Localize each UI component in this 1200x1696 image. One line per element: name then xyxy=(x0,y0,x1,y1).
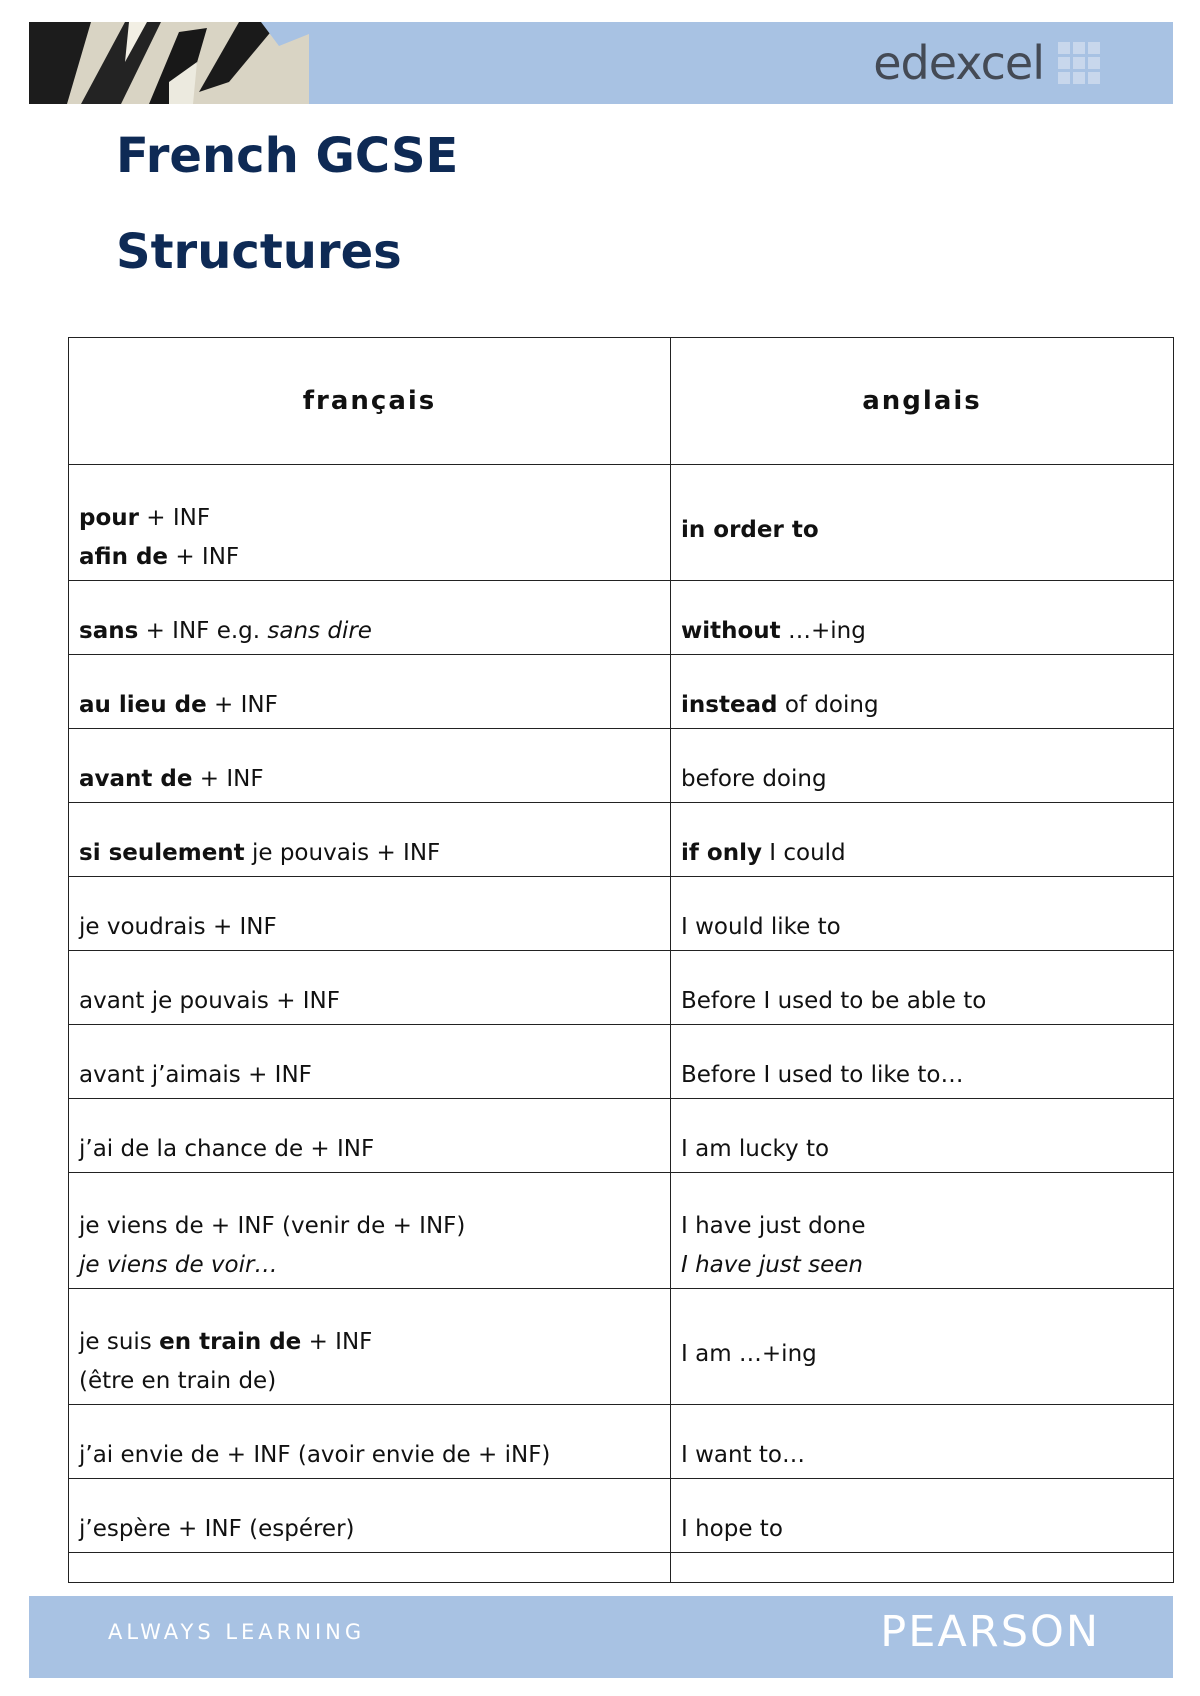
cell-text: sans dire xyxy=(267,618,372,645)
cell-text: + INF xyxy=(192,766,264,793)
cell-line xyxy=(681,1510,1163,1550)
cell-text: Before I used to like to… xyxy=(681,1062,964,1089)
cell-line xyxy=(79,1362,660,1402)
cell-text: + INF e.g. xyxy=(138,618,268,645)
cell-line xyxy=(681,982,1163,1022)
cell-line xyxy=(79,1130,660,1170)
table-cell-en xyxy=(671,1173,1174,1289)
cell-text: I hope to xyxy=(681,1516,783,1543)
table-row xyxy=(69,1289,1174,1405)
cell-text: I could xyxy=(761,840,846,867)
cell-line xyxy=(681,834,1163,874)
cell-text: + INF xyxy=(301,1328,373,1355)
cell-line xyxy=(681,1056,1163,1096)
table-cell-fr xyxy=(69,465,671,581)
cell-line xyxy=(681,1436,1163,1476)
cell-line xyxy=(79,686,660,726)
cell-text: I am …+ing xyxy=(681,1341,817,1367)
cell-line xyxy=(79,1436,660,1476)
cell-text: instead xyxy=(681,692,778,719)
table-cell-en xyxy=(671,877,1174,951)
cell-text: avant j’aimais + INF xyxy=(79,1062,312,1089)
cell-text: je viens de voir… xyxy=(79,1252,278,1279)
cell-line xyxy=(681,612,1163,652)
cell-text: au lieu de xyxy=(79,692,207,719)
table-cell-en xyxy=(671,581,1174,655)
table-row xyxy=(69,877,1174,951)
cell-line xyxy=(79,612,660,652)
cell-line xyxy=(79,908,660,948)
table-body xyxy=(69,465,1174,1583)
cell-line xyxy=(79,499,660,539)
cell-text: avant je pouvais + INF xyxy=(79,988,340,1015)
table-cell-en xyxy=(671,1025,1174,1099)
cell-line xyxy=(79,1510,660,1550)
table-cell-fr xyxy=(69,655,671,729)
page-subtitle: Structures xyxy=(116,224,402,280)
table-cell-fr xyxy=(69,1099,671,1173)
cell-text: I would like to xyxy=(681,914,841,941)
cell-text: pour xyxy=(79,504,139,531)
column-header-francais: français xyxy=(69,338,671,465)
table-cell-fr xyxy=(69,1405,671,1479)
cell-line xyxy=(79,1323,660,1363)
table-row xyxy=(69,1099,1174,1173)
table-row xyxy=(69,465,1174,581)
table-cell-fr xyxy=(69,951,671,1025)
cell-text: si seulement xyxy=(79,840,245,867)
cell-text: j’ai envie de + INF (avoir envie de + iNF) xyxy=(79,1442,551,1469)
cell-line xyxy=(79,982,660,1022)
cell-line xyxy=(681,908,1163,948)
cell-line xyxy=(681,686,1163,726)
cell-text: of doing xyxy=(777,692,879,719)
table-row xyxy=(69,1025,1174,1099)
logo-wordmark: edexcel xyxy=(873,36,1044,90)
cell-line xyxy=(79,1056,660,1096)
table-row xyxy=(69,1173,1174,1289)
table-row-empty xyxy=(69,1553,1174,1583)
cell-line xyxy=(79,1207,660,1247)
table-cell-en xyxy=(671,1289,1174,1405)
table-row xyxy=(69,1479,1174,1553)
cell-text: j’ai de la chance de + INF xyxy=(79,1136,375,1163)
logo-grid-icon xyxy=(1058,42,1100,84)
cell-text: in order to xyxy=(681,517,819,543)
cell-text: sans xyxy=(79,618,139,645)
cell-text: je viens de + INF (venir de + INF) xyxy=(79,1212,466,1239)
table-cell-en xyxy=(671,1479,1174,1553)
table-cell-empty xyxy=(671,1553,1174,1583)
table-cell-fr xyxy=(69,1289,671,1405)
cell-text: afin de xyxy=(79,544,169,571)
header-photo xyxy=(29,22,309,104)
cell-text: without xyxy=(681,618,781,645)
table-cell-fr xyxy=(69,1173,671,1289)
cell-text: I am lucky to xyxy=(681,1136,830,1163)
cell-text: if only xyxy=(681,840,762,867)
table-cell-fr xyxy=(69,877,671,951)
cell-text: (être en train de) xyxy=(79,1368,277,1395)
table-row xyxy=(69,655,1174,729)
page-title: French GCSE xyxy=(116,128,459,184)
table-header-row xyxy=(69,338,1174,465)
cell-line xyxy=(681,1207,1163,1247)
table-cell-en xyxy=(671,803,1174,877)
cell-line xyxy=(681,760,1163,800)
cell-text: je pouvais + INF xyxy=(244,840,441,867)
cell-text: en train de xyxy=(159,1328,302,1355)
table-cell-fr xyxy=(69,1479,671,1553)
cell-line xyxy=(79,760,660,800)
table-row xyxy=(69,581,1174,655)
cell-text: j’espère + INF (espérer) xyxy=(79,1516,355,1543)
table-row xyxy=(69,803,1174,877)
cell-text: + INF xyxy=(138,504,211,531)
cell-line xyxy=(79,834,660,874)
table-cell-fr xyxy=(69,803,671,877)
cell-text: avant de xyxy=(79,766,193,793)
column-header-anglais: anglais xyxy=(671,338,1174,465)
table-cell-en xyxy=(671,729,1174,803)
table-cell-en xyxy=(671,951,1174,1025)
cell-line xyxy=(79,1246,660,1286)
table-cell-en xyxy=(671,655,1174,729)
cell-text: + INF xyxy=(206,692,278,719)
cell-text: I have just done xyxy=(681,1212,866,1239)
table-cell-en xyxy=(671,465,1174,581)
cell-text: + INF xyxy=(168,544,240,571)
structures-table xyxy=(68,337,1174,1583)
cell-line xyxy=(681,511,1163,551)
table-row xyxy=(69,729,1174,803)
table-cell-en xyxy=(671,1405,1174,1479)
cell-text: je suis xyxy=(79,1328,160,1355)
cell-text: I want to… xyxy=(681,1442,805,1469)
cell-line xyxy=(681,1246,1163,1286)
cell-line xyxy=(79,538,660,578)
table-cell-fr xyxy=(69,1025,671,1099)
table-cell-fr xyxy=(69,729,671,803)
cell-text: Before I used to be able to xyxy=(681,988,987,1015)
table-row xyxy=(69,951,1174,1025)
footer-tagline: ALWAYS LEARNING xyxy=(108,1620,366,1644)
cell-line xyxy=(681,1130,1163,1170)
cell-text: je voudrais + INF xyxy=(79,914,277,941)
table-row xyxy=(69,1405,1174,1479)
cell-line xyxy=(681,1335,1163,1375)
table-cell-en xyxy=(671,1099,1174,1173)
edexcel-logo xyxy=(873,38,1100,88)
cell-text: I have just seen xyxy=(681,1252,863,1279)
cell-text: before doing xyxy=(681,766,827,793)
cell-text: …+ing xyxy=(780,618,866,645)
table-cell-empty xyxy=(69,1553,671,1583)
pearson-logo: PEARSON xyxy=(880,1607,1100,1657)
table-cell-fr xyxy=(69,581,671,655)
